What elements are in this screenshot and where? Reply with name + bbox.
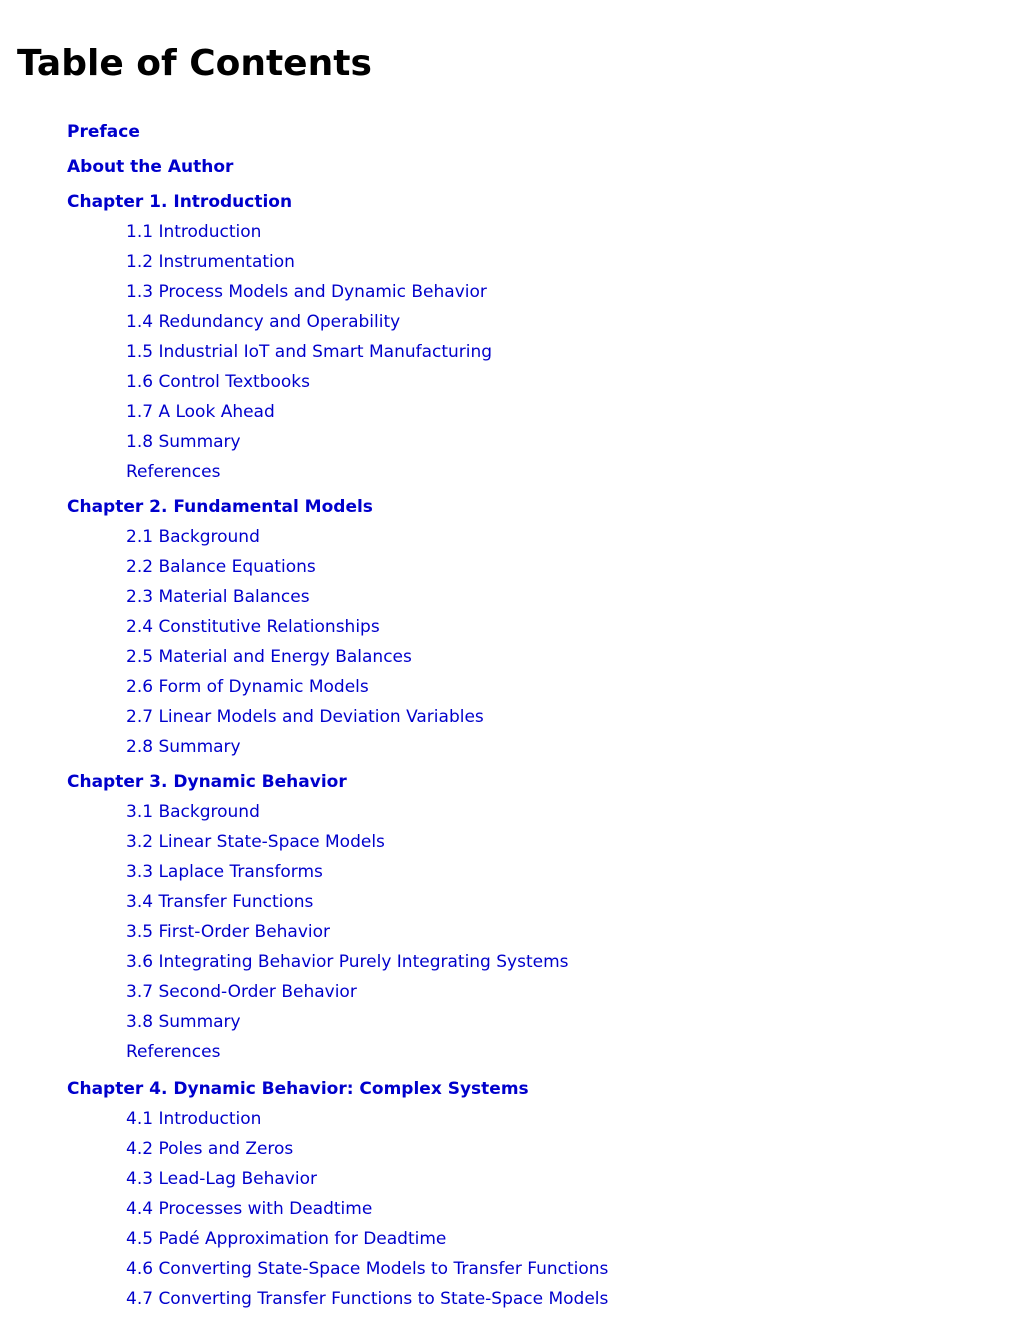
toc-link-section[interactable]: 1.6 Control Textbooks xyxy=(126,372,310,392)
toc-link-section[interactable]: 4.5 Padé Approximation for Deadtime xyxy=(126,1229,447,1249)
toc-link-section[interactable]: 3.2 Linear State-Space Models xyxy=(126,832,385,852)
toc-link-section[interactable]: 3.4 Transfer Functions xyxy=(126,892,314,912)
toc-link-section[interactable]: 3.8 Summary xyxy=(126,1012,241,1032)
toc-link-section[interactable]: 1.7 A Look Ahead xyxy=(126,402,275,422)
toc-link-section[interactable]: 1.5 Industrial IoT and Smart Manufacturing xyxy=(126,342,493,362)
toc-link-chapter-1[interactable]: Chapter 1. Introduction xyxy=(67,192,293,212)
toc-link-section[interactable]: 2.4 Constitutive Relationships xyxy=(126,617,380,637)
toc-link-chapter-3[interactable]: Chapter 3. Dynamic Behavior xyxy=(67,772,347,792)
toc-link-preface[interactable]: Preface xyxy=(67,122,140,142)
toc-link-section[interactable]: 2.5 Material and Energy Balances xyxy=(126,647,412,667)
toc-link-section[interactable]: 3.1 Background xyxy=(126,802,260,822)
toc-link-section[interactable]: 1.8 Summary xyxy=(126,432,241,452)
toc-link-section[interactable]: 2.6 Form of Dynamic Models xyxy=(126,677,369,697)
toc-link-section[interactable]: 3.6 Integrating Behavior Purely Integrating Systems xyxy=(126,952,569,972)
toc-link-section[interactable]: 3.5 First-Order Behavior xyxy=(126,922,331,942)
toc-link-section[interactable]: 1.4 Redundancy and Operability xyxy=(126,312,401,332)
toc-link-section[interactable]: 1.1 Introduction xyxy=(126,222,262,242)
toc-link-section[interactable]: 4.1 Introduction xyxy=(126,1109,262,1129)
toc-link-section[interactable]: 2.2 Balance Equations xyxy=(126,557,316,577)
toc-link-section[interactable]: 2.7 Linear Models and Deviation Variables xyxy=(126,707,484,727)
toc-link-section[interactable]: 3.3 Laplace Transforms xyxy=(126,862,323,882)
toc-link-section[interactable]: 4.3 Lead-Lag Behavior xyxy=(126,1169,317,1189)
toc-link-section[interactable]: 1.3 Process Models and Dynamic Behavior xyxy=(126,282,487,302)
toc-link-section[interactable]: 4.4 Processes with Deadtime xyxy=(126,1199,373,1219)
toc-link-about-the-author[interactable]: About the Author xyxy=(67,157,234,177)
toc-link-section[interactable]: 1.2 Instrumentation xyxy=(126,252,295,272)
toc-link-chapter-2[interactable]: Chapter 2. Fundamental Models xyxy=(67,497,373,517)
toc-link-section[interactable]: 4.2 Poles and Zeros xyxy=(126,1139,294,1159)
toc-link-section[interactable]: 2.1 Background xyxy=(126,527,260,547)
toc-link-chapter-4[interactable]: Chapter 4. Dynamic Behavior: Complex Systems xyxy=(67,1079,529,1099)
toc-link-section[interactable]: 3.7 Second-Order Behavior xyxy=(126,982,357,1002)
page-title: Table of Contents xyxy=(17,43,372,84)
toc-link-references[interactable]: References xyxy=(126,1042,221,1062)
toc-link-section[interactable]: 2.8 Summary xyxy=(126,737,241,757)
toc-link-references[interactable]: References xyxy=(126,462,221,482)
toc-link-section[interactable]: 4.6 Converting State-Space Models to Transfer Functions xyxy=(126,1259,609,1279)
toc-link-section[interactable]: 2.3 Material Balances xyxy=(126,587,310,607)
toc-link-section[interactable]: 4.7 Converting Transfer Functions to State-Space Models xyxy=(126,1289,609,1309)
